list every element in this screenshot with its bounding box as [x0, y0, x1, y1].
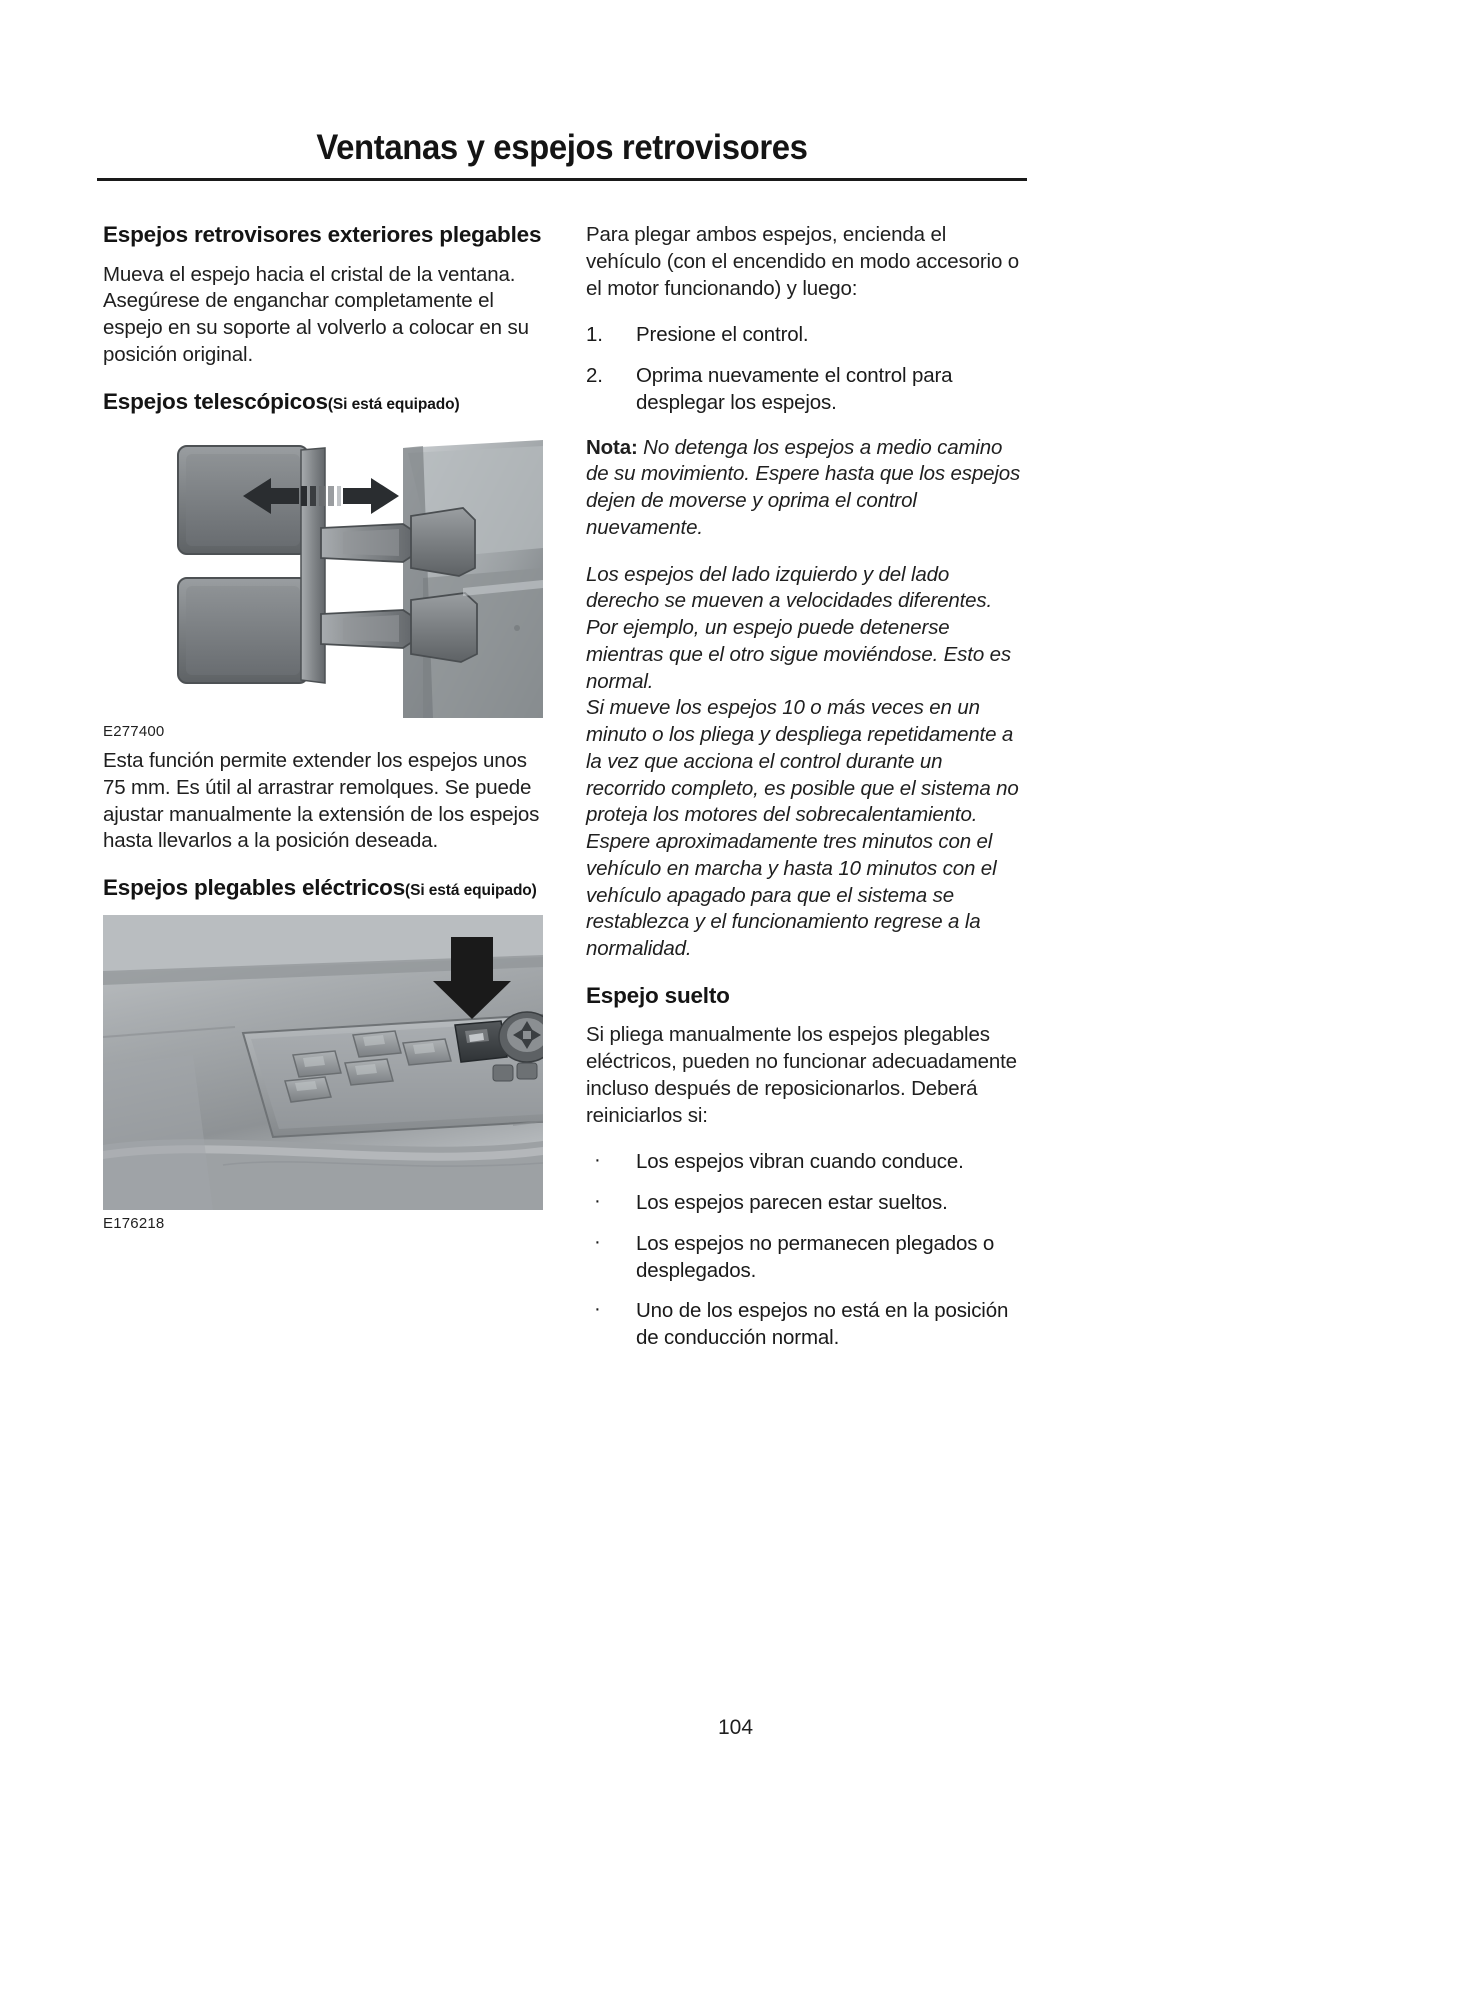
- list-item: [586, 363, 1026, 417]
- heading-qualifier: (Si está equipado): [405, 882, 537, 900]
- bullet-text: Los espejos vibran cuando conduce.: [636, 1150, 964, 1174]
- paragraph-mueva-el-espejo: Mueva el espejo hacia el cristal de la ventana. Asegúrese de enganchar completamente el espejo en su soporte al volverlo a colocar en su posición original.: [103, 262, 529, 366]
- step-text: Oprima nuevamente el control para desplegar los espejos.: [636, 364, 953, 414]
- door-panel-switch-photo: [103, 915, 543, 1210]
- paragraph-para-plegar-ambos-espejos: Para plegar ambos espejos, encienda el vehículo (con el encendido en modo accesorio o el motor funcionando) y luego:: [586, 223, 1019, 300]
- bullet-glyph: ·: [594, 1189, 601, 1213]
- heading-espejos-telescopicos: [103, 389, 543, 416]
- figure-power-fold-switch-image: [103, 915, 543, 1210]
- note-block: [586, 435, 1026, 542]
- figure-telescoping-mirror-image: [103, 428, 543, 718]
- note-text: No detenga los espejos a medio camino de su movimiento. Espere hasta que los espejos dejen de moverse y oprima el control nuevamente.: [586, 435, 1021, 539]
- paragraph-esta-funcion: Esta función permite extender los espejos unos 75 mm. Es útil al arrastrar remolques. Se puede ajustar manualmente la extensión de los espejos hasta llevarlos a la posición deseada.: [103, 749, 540, 853]
- bullet-glyph: ·: [594, 1229, 601, 1253]
- list-item: [586, 1149, 1026, 1176]
- heading-text: Espejos retrovisores exteriores plegables: [103, 222, 542, 247]
- right-column: [586, 222, 1026, 1366]
- figure-caption-e277400: E277400: [103, 723, 165, 741]
- heading-espejos-retrovisores-exteriores-plegables: [103, 222, 543, 249]
- bullet-text: Uno de los espejos no está en la posición de conducción normal.: [636, 1299, 1009, 1350]
- bullet-glyph: ·: [594, 1297, 601, 1321]
- figure-telescoping-mirror: [103, 428, 543, 740]
- bullet-text: Los espejos parecen estar sueltos.: [636, 1191, 948, 1215]
- telescoping-mirror-illustration: [103, 428, 543, 718]
- step-number: 2.: [586, 364, 603, 387]
- page-number: 104: [717, 1716, 754, 1739]
- page-title: Ventanas y espejos retrovisores: [316, 128, 808, 167]
- heading-espejo-suelto: [586, 983, 1026, 1010]
- bullet-text: Los espejos no permanecen plegados o desplegados.: [636, 1231, 995, 1282]
- heading-qualifier: (Si está equipado): [327, 395, 460, 413]
- reset-conditions-list: [586, 1149, 1026, 1352]
- header-divider: [97, 178, 1027, 181]
- step-number: 1.: [586, 323, 603, 347]
- list-item: [586, 1231, 1026, 1285]
- heading-text: Espejos plegables eléctricos: [103, 875, 406, 901]
- figure-caption-e176218: E176218: [103, 1214, 165, 1232]
- note-label: Nota:: [586, 435, 638, 459]
- heading-text: Espejos telescópicos: [103, 388, 328, 414]
- paragraph-sobrecalentamiento: Si mueve los espejos 10 o más veces en un minuto o los pliega y despliega repetidamente a la vez que acciona el control durante un recorrido completo, es posible que el sistema no proteja los motores del sobrecalentamiento. Espere aproximadamente tres minutos con el vehículo en marcha y hasta 10 minutos con el vehículo apagado para que el sistema se restablezca y el funcionamiento regrese a la normalidad.: [586, 696, 1019, 960]
- fold-steps-list: [586, 322, 1026, 416]
- left-column: [103, 222, 543, 1240]
- heading-espejos-plegables-electricos: [103, 875, 543, 902]
- page-header: [97, 128, 1027, 168]
- paragraph-si-pliega-manualmente: Si pliega manualmente los espejos plegables eléctricos, pueden no funcionar adecuadamente incluso después de reposicionarlos. Deberá reiniciarlos si:: [586, 1023, 1017, 1127]
- list-item: [586, 1190, 1026, 1217]
- list-item: [586, 322, 1026, 349]
- step-text: Presione el control.: [636, 323, 809, 347]
- figure-power-fold-switch: [103, 915, 543, 1232]
- heading-text: Espejo suelto: [586, 982, 730, 1008]
- paragraph-espejos-velocidades: Los espejos del lado izquierdo y del lado derecho se mueven a velocidades diferentes. Por ejemplo, un espejo puede detenerse mientras que el otro sigue moviéndose. Esto es normal.: [586, 562, 1011, 693]
- bullet-glyph: ·: [594, 1148, 601, 1172]
- list-item: [586, 1298, 1026, 1352]
